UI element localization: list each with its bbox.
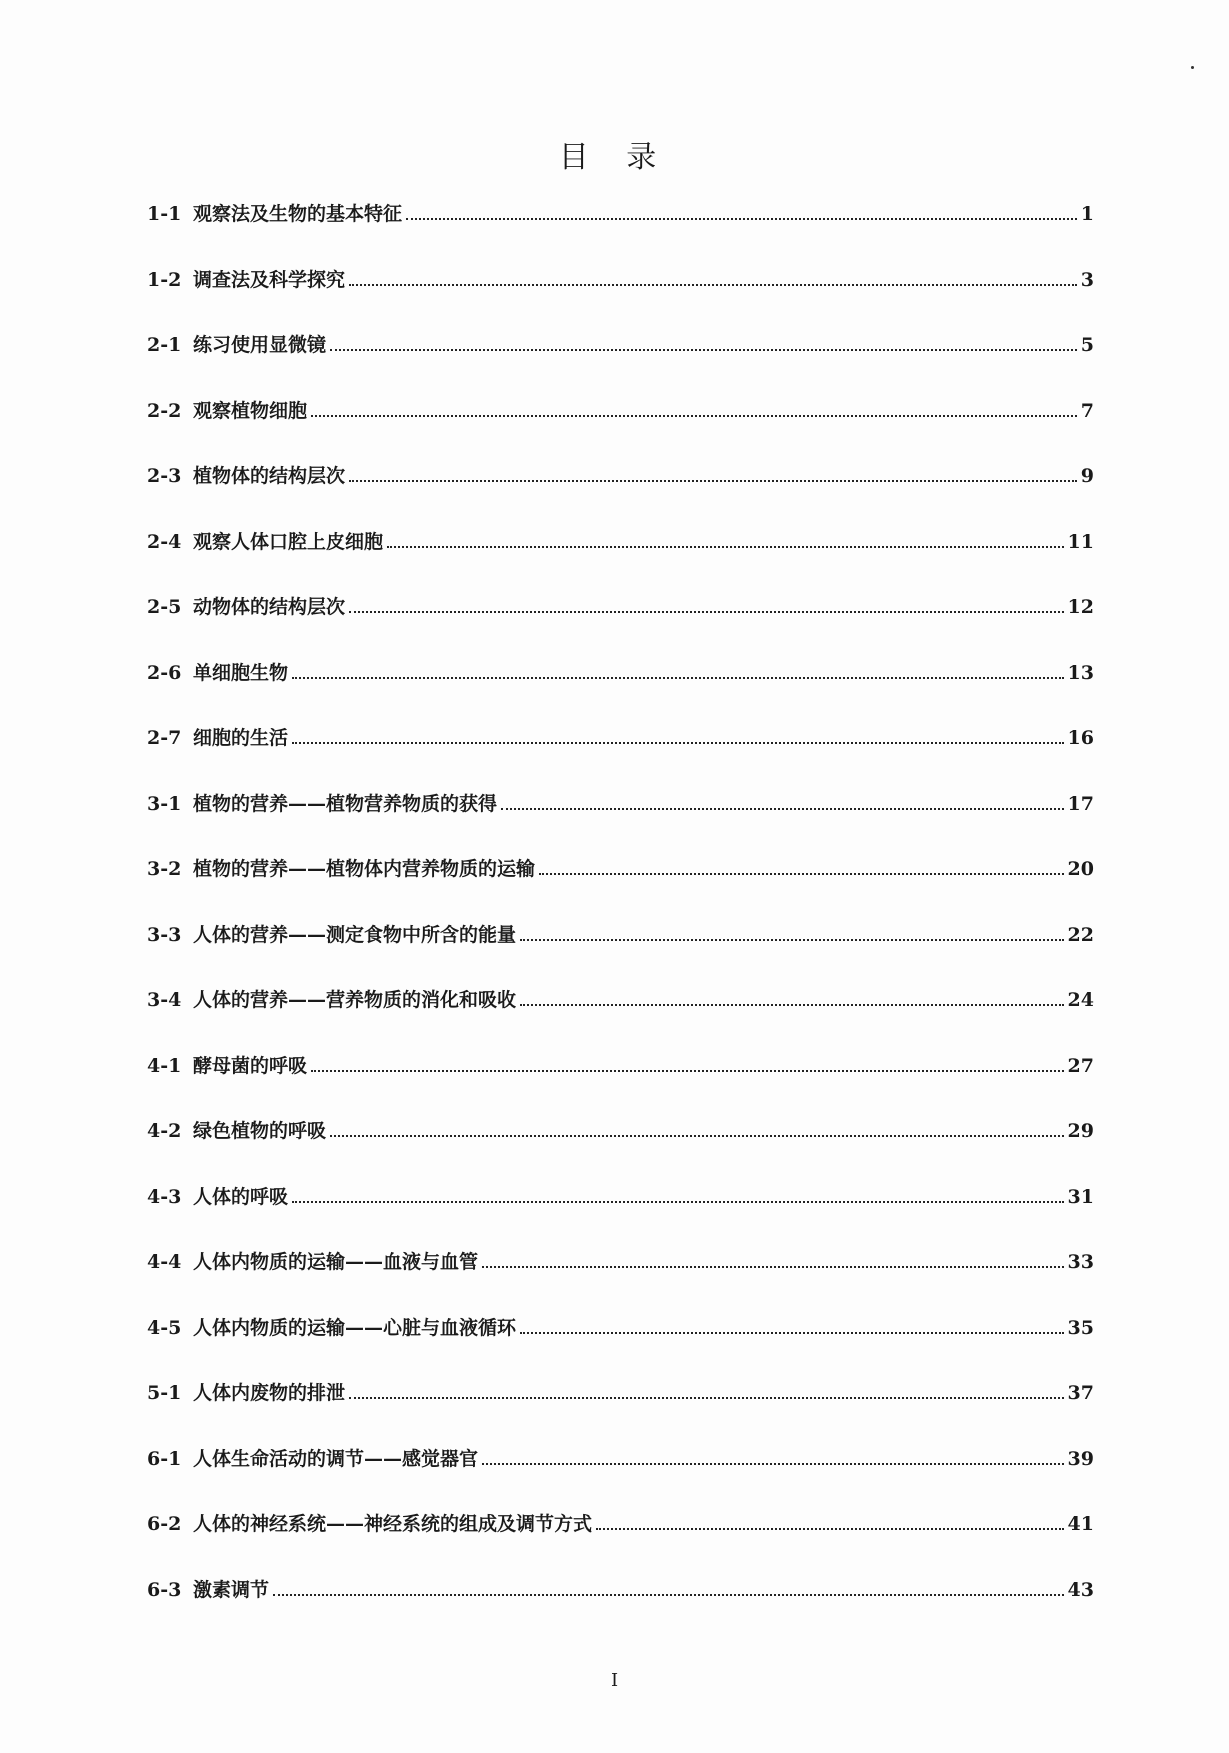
toc-section-number: 3-4 xyxy=(147,989,182,1011)
toc-section-number: 2-6 xyxy=(147,661,182,684)
toc-entry[interactable] xyxy=(147,333,1094,399)
dot-leader xyxy=(330,329,1077,351)
toc-section-title: 观察人体口腔上皮细胞 xyxy=(193,530,384,553)
toc-section-title: 人体内物质的运输——血液与血管 xyxy=(193,1251,479,1273)
page-number: I xyxy=(610,1670,619,1691)
dot-leader xyxy=(273,1574,1064,1596)
dot-leader xyxy=(349,591,1064,613)
toc-section-number: 1-2 xyxy=(147,268,182,291)
toc-page-number: 43 xyxy=(1067,1578,1094,1601)
toc-page-number: 11 xyxy=(1067,530,1094,553)
toc-section-number: 3-3 xyxy=(147,923,182,946)
toc-entry[interactable] xyxy=(147,857,1094,923)
dot-leader xyxy=(330,1115,1064,1137)
toc-page-number: 37 xyxy=(1067,1382,1094,1404)
toc-section-number: 6-1 xyxy=(147,1447,182,1470)
dot-leader xyxy=(482,1246,1064,1268)
toc-entry[interactable] xyxy=(147,1185,1094,1251)
toc-section-number: 3-2 xyxy=(147,858,182,880)
toc-page-number: 33 xyxy=(1067,1251,1094,1273)
toc-entry[interactable] xyxy=(147,661,1094,727)
table-of-contents xyxy=(147,202,1094,1643)
toc-page-number: 9 xyxy=(1080,465,1094,487)
toc-section-title: 人体的营养——营养物质的消化和吸收 xyxy=(193,989,517,1011)
toc-entry[interactable] xyxy=(147,202,1094,268)
toc-section-number: 2-3 xyxy=(147,465,182,487)
toc-section-title: 观察法及生物的基本特征 xyxy=(193,203,403,225)
toc-section-number: 4-3 xyxy=(147,1185,182,1208)
toc-page-number: 5 xyxy=(1080,334,1094,356)
toc-page-number: 3 xyxy=(1080,268,1094,291)
toc-section-title: 练习使用显微镜 xyxy=(193,334,327,356)
toc-section-title: 观察植物细胞 xyxy=(193,399,308,422)
toc-page-number: 16 xyxy=(1067,727,1094,749)
dot-leader xyxy=(520,984,1064,1006)
toc-page-number: 17 xyxy=(1067,792,1094,815)
toc-page-number: 13 xyxy=(1067,661,1094,684)
dot-leader xyxy=(311,395,1077,417)
toc-section-title: 人体生命活动的调节——感觉器官 xyxy=(193,1447,479,1470)
toc-section-title: 调查法及科学探究 xyxy=(193,268,346,291)
toc-section-title: 植物的营养——植物营养物质的获得 xyxy=(193,792,498,815)
toc-section-number: 6-2 xyxy=(147,1513,182,1535)
toc-page-number: 27 xyxy=(1067,1054,1094,1077)
toc-entry[interactable] xyxy=(147,1250,1094,1316)
toc-page-number: 39 xyxy=(1067,1447,1094,1470)
toc-page-number: 24 xyxy=(1067,989,1094,1011)
toc-entry[interactable] xyxy=(147,792,1094,858)
toc-section-number: 5-1 xyxy=(147,1382,182,1404)
dot-leader xyxy=(349,1377,1064,1399)
toc-section-title: 人体内物质的运输——心脏与血液循环 xyxy=(193,1316,517,1339)
toc-page-number: 12 xyxy=(1067,596,1094,618)
toc-section-title: 植物体的结构层次 xyxy=(193,465,346,487)
toc-entry[interactable] xyxy=(147,464,1094,530)
page-title: 目 录 xyxy=(558,140,671,175)
toc-entry[interactable] xyxy=(147,726,1094,792)
toc-section-title: 人体的神经系统——神经系统的组成及调节方式 xyxy=(193,1513,593,1535)
toc-section-number: 4-1 xyxy=(147,1054,182,1077)
dot-leader xyxy=(482,1443,1064,1465)
toc-entry[interactable] xyxy=(147,1512,1094,1578)
toc-page-number: 22 xyxy=(1067,923,1094,946)
toc-page-number: 7 xyxy=(1080,399,1094,422)
toc-entry[interactable] xyxy=(147,923,1094,989)
toc-page-number: 29 xyxy=(1067,1120,1094,1142)
dot-leader xyxy=(292,1181,1064,1203)
toc-entry[interactable] xyxy=(147,399,1094,465)
toc-section-title: 绿色植物的呼吸 xyxy=(193,1120,327,1142)
dot-leader xyxy=(520,919,1064,941)
toc-entry[interactable] xyxy=(147,988,1094,1054)
toc-section-number: 4-5 xyxy=(147,1316,182,1339)
scan-speck xyxy=(1191,66,1194,69)
dot-leader xyxy=(311,1050,1064,1072)
toc-page-number: 35 xyxy=(1067,1316,1094,1339)
toc-section-title: 激素调节 xyxy=(193,1578,270,1601)
toc-entry[interactable] xyxy=(147,268,1094,334)
dot-leader xyxy=(501,788,1064,810)
toc-page-number: 31 xyxy=(1067,1185,1094,1208)
toc-section-title: 人体内废物的排泄 xyxy=(193,1382,346,1404)
toc-section-title: 动物体的结构层次 xyxy=(193,596,346,618)
toc-entry[interactable] xyxy=(147,1054,1094,1120)
toc-entry[interactable] xyxy=(147,1316,1094,1382)
toc-section-title: 细胞的生活 xyxy=(193,727,289,749)
toc-section-number: 4-2 xyxy=(147,1120,182,1142)
toc-page-number: 41 xyxy=(1067,1513,1094,1535)
toc-entry[interactable] xyxy=(147,1578,1094,1644)
dot-leader xyxy=(349,460,1077,482)
dot-leader xyxy=(349,264,1077,286)
dot-leader xyxy=(406,198,1077,220)
dot-leader xyxy=(292,657,1064,679)
toc-page-number: 1 xyxy=(1080,203,1094,225)
dot-leader xyxy=(539,853,1064,875)
toc-section-number: 2-7 xyxy=(147,727,182,749)
toc-section-number: 6-3 xyxy=(147,1578,182,1601)
toc-entry[interactable] xyxy=(147,1381,1094,1447)
dot-leader xyxy=(387,526,1064,548)
dot-leader xyxy=(292,722,1064,744)
toc-section-number: 2-1 xyxy=(147,334,182,356)
toc-section-title: 人体的呼吸 xyxy=(193,1185,289,1208)
toc-entry[interactable] xyxy=(147,1119,1094,1185)
dot-leader xyxy=(596,1508,1064,1530)
toc-section-title: 人体的营养——测定食物中所含的能量 xyxy=(193,923,517,946)
toc-section-number: 2-4 xyxy=(147,530,182,553)
toc-section-number: 1-1 xyxy=(147,203,182,225)
toc-section-title: 植物的营养——植物体内营养物质的运输 xyxy=(193,858,536,880)
toc-entry[interactable] xyxy=(147,595,1094,661)
toc-section-title: 酵母菌的呼吸 xyxy=(193,1054,308,1077)
dot-leader xyxy=(520,1312,1064,1334)
toc-page-number: 20 xyxy=(1067,858,1094,880)
toc-section-number: 3-1 xyxy=(147,792,182,815)
toc-entry[interactable] xyxy=(147,530,1094,596)
toc-section-number: 2-5 xyxy=(147,596,182,618)
toc-section-title: 单细胞生物 xyxy=(193,661,289,684)
toc-section-number: 4-4 xyxy=(147,1251,182,1273)
toc-section-number: 2-2 xyxy=(147,399,182,422)
toc-entry[interactable] xyxy=(147,1447,1094,1513)
